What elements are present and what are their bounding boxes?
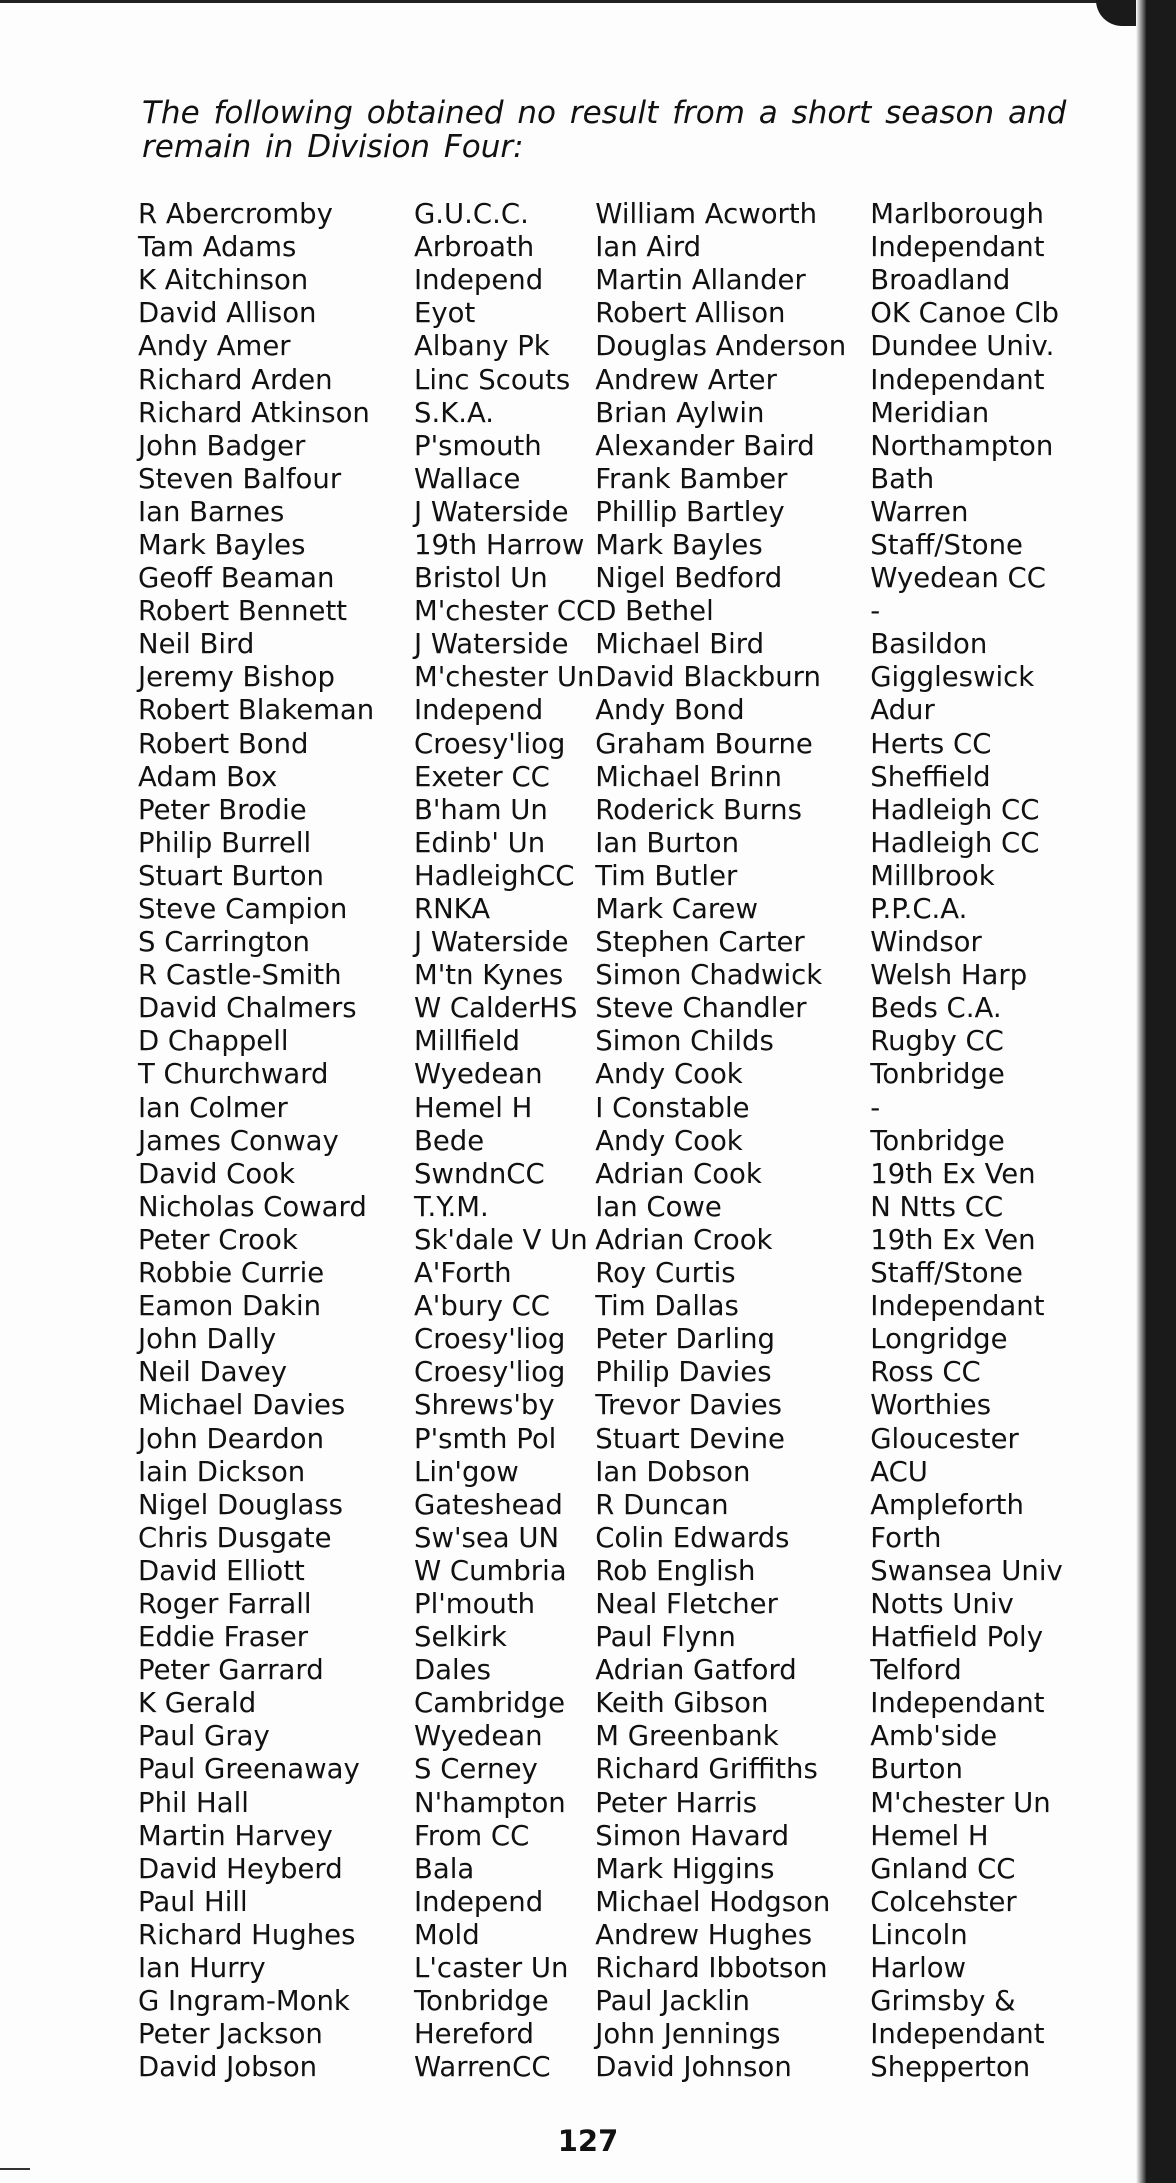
club-name-cell: HadleighCC	[414, 859, 575, 892]
club-name-cell: Tonbridge	[414, 1985, 549, 2018]
club-name-cell: Millfield	[414, 1025, 520, 1058]
paddler-name-2-cell: Tim Butler	[595, 859, 738, 892]
club-name-cell: Lin'gow	[414, 1455, 519, 1488]
paddler-name-cell: Martin Harvey	[138, 1819, 333, 1852]
club-name-2-cell: Broadland	[870, 264, 1011, 297]
club-name-2-cell: Swansea Univ	[870, 1554, 1063, 1587]
club-name-cell: Shrews'by	[414, 1389, 555, 1422]
club-name-cell: Bede	[414, 1124, 485, 1157]
paddler-name-cell: John Badger	[138, 429, 306, 462]
page-top-edge	[0, 0, 1176, 3]
paddler-name-cell: Phil Hall	[138, 1786, 249, 1819]
paddler-name-cell: Nicholas Coward	[138, 1190, 367, 1223]
club-name-cell: Dales	[414, 1654, 491, 1687]
paddler-name-2-cell: Brian Aylwin	[595, 396, 765, 429]
paddler-name-2-cell: Philip Davies	[595, 1356, 772, 1389]
paddler-name-cell: Ian Hurry	[138, 1952, 266, 1985]
club-name-2-cell: Warren	[870, 495, 969, 528]
club-name-cell: B'ham Un	[414, 793, 548, 826]
paddler-name-cell: D Chappell	[138, 1025, 289, 1058]
paddler-name-cell: Michael Davies	[138, 1389, 346, 1422]
club-name-cell: Pl'mouth	[414, 1587, 536, 1620]
club-name-cell: WarrenCC	[414, 2051, 551, 2084]
club-name-cell: A'bury CC	[414, 1290, 550, 1323]
paddler-name-2-cell: D Bethel	[595, 595, 714, 628]
club-name-cell: J Waterside	[414, 926, 569, 959]
table-row	[138, 297, 1080, 330]
club-name-cell: J Waterside	[414, 495, 569, 528]
table-row	[138, 628, 1080, 661]
paddler-name-cell: David Cook	[138, 1157, 295, 1190]
club-name-cell: Exeter CC	[414, 760, 550, 793]
club-name-cell: Independ	[414, 264, 544, 297]
paddler-name-2-cell: Nigel Bedford	[595, 562, 783, 595]
paddler-name-2-cell: William Acworth	[595, 198, 818, 231]
club-name-2-cell: Northampton	[870, 429, 1054, 462]
paddler-name-cell: Philip Burrell	[138, 826, 312, 859]
paddler-name-cell: Neil Bird	[138, 628, 255, 661]
paddler-name-cell: Eddie Fraser	[138, 1621, 309, 1654]
club-name-cell: J Waterside	[414, 628, 569, 661]
club-name-2-cell: Independant	[870, 1687, 1045, 1720]
paddler-name-cell: Ian Barnes	[138, 495, 285, 528]
page-number: 127	[557, 2124, 619, 2158]
paddler-name-cell: Iain Dickson	[138, 1455, 306, 1488]
paddler-name-cell: R Abercromby	[138, 198, 333, 231]
paddler-name-2-cell: Paul Flynn	[595, 1621, 736, 1654]
paddler-name-cell: John Dally	[138, 1323, 277, 1356]
paddler-name-2-cell: Stuart Devine	[595, 1422, 785, 1455]
club-name-cell: Eyot	[414, 297, 476, 330]
club-name-cell: T.Y.M.	[414, 1190, 489, 1223]
paddler-name-2-cell: Simon Chadwick	[595, 959, 823, 992]
paddler-name-cell: Roger Farrall	[138, 1587, 312, 1620]
paddler-name-2-cell: Keith Gibson	[595, 1687, 769, 1720]
table-row	[138, 1753, 1080, 1786]
table-row	[138, 1224, 1080, 1257]
club-name-2-cell: -	[870, 595, 881, 628]
club-name-2-cell: Sheffield	[870, 760, 991, 793]
paddler-name-2-cell: Richard Griffiths	[595, 1753, 818, 1786]
club-name-2-cell: 19th Ex Ven	[870, 1157, 1036, 1190]
club-name-cell: From CC	[414, 1819, 530, 1852]
table-row	[138, 330, 1080, 363]
table-row	[138, 264, 1080, 297]
club-name-cell: M'tn Kynes	[414, 959, 564, 992]
paddler-name-cell: David Chalmers	[138, 992, 357, 1025]
club-name-cell: Hereford	[414, 2018, 535, 2051]
table-row	[138, 860, 1080, 893]
club-name-cell: Wallace	[414, 462, 521, 495]
paddler-name-2-cell: Neal Fletcher	[595, 1587, 778, 1620]
table-row	[138, 1025, 1080, 1058]
paddler-name-2-cell: Andy Cook	[595, 1058, 743, 1091]
paddler-name-cell: Ian Colmer	[138, 1091, 288, 1124]
paddler-name-2-cell: Paul Jacklin	[595, 1985, 750, 2018]
paddler-name-cell: Robert Bond	[138, 727, 309, 760]
club-name-cell: RNKA	[414, 893, 491, 926]
paddler-name-cell: Paul Gray	[138, 1720, 270, 1753]
table-row	[138, 1058, 1080, 1091]
paddler-name-cell: K Gerald	[138, 1687, 257, 1720]
club-name-cell: Bala	[414, 1852, 475, 1885]
table-row	[138, 661, 1080, 694]
club-name-cell: Wyedean	[414, 1720, 543, 1753]
club-name-2-cell: Dundee Univ.	[870, 330, 1055, 363]
club-name-cell: W Cumbria	[414, 1554, 567, 1587]
paddler-name-2-cell: Martin Allander	[595, 264, 806, 297]
club-name-cell: S.K.A.	[414, 396, 495, 429]
club-name-2-cell: Shepperton	[870, 2051, 1031, 2084]
table-row	[138, 397, 1080, 430]
paddler-name-cell: G Ingram-Monk	[138, 1985, 350, 2018]
table-row	[138, 827, 1080, 860]
table-row	[138, 1687, 1080, 1720]
table-row	[138, 1158, 1080, 1191]
table-row	[138, 562, 1080, 595]
paddler-name-2-cell: Douglas Anderson	[595, 330, 847, 363]
paddler-name-cell: Richard Arden	[138, 363, 333, 396]
club-name-2-cell: Harlow	[870, 1952, 967, 1985]
club-name-cell: M'chester Un	[414, 661, 595, 694]
table-row	[138, 1952, 1080, 1985]
club-name-cell: Cambridge	[414, 1687, 566, 1720]
club-name-2-cell: Independant	[870, 1290, 1045, 1323]
paddler-name-2-cell: R Duncan	[595, 1488, 729, 1521]
table-row	[138, 1588, 1080, 1621]
table-row	[138, 794, 1080, 827]
club-name-2-cell: Gloucester	[870, 1422, 1019, 1455]
club-name-2-cell: Notts Univ	[870, 1587, 1014, 1620]
paddler-name-2-cell: Rob English	[595, 1554, 756, 1587]
club-name-cell: Sk'dale V Un	[414, 1223, 588, 1256]
table-row	[138, 363, 1080, 396]
club-name-2-cell: M'chester Un	[870, 1786, 1051, 1819]
club-name-2-cell: Herts CC	[870, 727, 992, 760]
table-row	[138, 198, 1080, 231]
club-name-cell: Mold	[414, 1918, 480, 1951]
paddler-name-cell: Jeremy Bishop	[138, 661, 335, 694]
paddler-name-cell: Steven Balfour	[138, 462, 342, 495]
club-name-2-cell: Longridge	[870, 1323, 1008, 1356]
paddler-name-2-cell: Simon Childs	[595, 1025, 774, 1058]
paddler-name-2-cell: Ian Aird	[595, 231, 702, 264]
club-name-2-cell: Basildon	[870, 628, 988, 661]
paddler-name-2-cell: Michael Brinn	[595, 760, 782, 793]
club-name-cell: Linc Scouts	[414, 363, 571, 396]
table-row	[138, 1092, 1080, 1125]
paddler-name-cell: Peter Jackson	[138, 2018, 323, 2051]
club-name-2-cell: Forth	[870, 1521, 942, 1554]
club-name-cell: Sw'sea UN	[414, 1521, 560, 1554]
table-row	[138, 1323, 1080, 1356]
paddler-name-cell: Geoff Beaman	[138, 562, 335, 595]
club-name-cell: 19th Harrow	[414, 528, 585, 561]
table-row	[138, 926, 1080, 959]
table-row	[138, 1820, 1080, 1853]
paddler-name-2-cell: M Greenbank	[595, 1720, 779, 1753]
club-name-cell: L'caster Un	[414, 1952, 569, 1985]
table-row	[138, 1787, 1080, 1820]
table-row	[138, 430, 1080, 463]
paddler-name-cell: Chris Dusgate	[138, 1521, 332, 1554]
club-name-2-cell: Staff/Stone	[870, 528, 1023, 561]
paddler-name-cell: Mark Bayles	[138, 528, 306, 561]
paddler-name-cell: David Heyberd	[138, 1852, 343, 1885]
paddler-name-2-cell: Mark Bayles	[595, 528, 763, 561]
club-name-cell: Selkirk	[414, 1621, 507, 1654]
table-row	[138, 959, 1080, 992]
club-name-cell: A'Forth	[414, 1257, 512, 1290]
division-four-roster-table	[138, 198, 1080, 2084]
club-name-cell: Wyedean	[414, 1058, 543, 1091]
paddler-name-2-cell: Mark Higgins	[595, 1852, 775, 1885]
paddler-name-cell: Eamon Dakin	[138, 1290, 322, 1323]
paddler-name-cell: Robert Bennett	[138, 595, 348, 628]
table-row	[138, 1555, 1080, 1588]
club-name-2-cell: OK Canoe Clb	[870, 297, 1059, 330]
paddler-name-2-cell: Phillip Bartley	[595, 495, 785, 528]
paddler-name-cell: James Conway	[138, 1124, 339, 1157]
paddler-name-2-cell: Ian Burton	[595, 826, 740, 859]
table-row	[138, 1456, 1080, 1489]
table-row	[138, 2051, 1080, 2084]
table-row	[138, 1125, 1080, 1158]
club-name-2-cell: P.P.C.A.	[870, 893, 968, 926]
paddler-name-cell: Andy Amer	[138, 330, 291, 363]
club-name-cell: Croesy'liog	[414, 1356, 566, 1389]
club-name-2-cell: Hadleigh CC	[870, 826, 1040, 859]
club-name-cell: G.U.C.C.	[414, 198, 529, 231]
paddler-name-2-cell: Andy Cook	[595, 1124, 743, 1157]
paddler-name-2-cell: Tim Dallas	[595, 1290, 739, 1323]
paddler-name-cell: Neil Davey	[138, 1356, 288, 1389]
club-name-2-cell: Millbrook	[870, 859, 995, 892]
paddler-name-cell: John Deardon	[138, 1422, 325, 1455]
club-name-2-cell: Hemel H	[870, 1819, 989, 1852]
table-row	[138, 1522, 1080, 1555]
paddler-name-2-cell: Adrian Cook	[595, 1157, 762, 1190]
table-row	[138, 992, 1080, 1025]
paddler-name-cell: Adam Box	[138, 760, 278, 793]
paddler-name-cell: Paul Hill	[138, 1885, 248, 1918]
table-row	[138, 1356, 1080, 1389]
table-row	[138, 496, 1080, 529]
paddler-name-2-cell: I Constable	[595, 1091, 750, 1124]
club-name-2-cell: Tonbridge	[870, 1058, 1005, 1091]
paddler-name-2-cell: Stephen Carter	[595, 926, 805, 959]
paddler-name-2-cell: Roy Curtis	[595, 1257, 736, 1290]
paddler-name-cell: Nigel Douglass	[138, 1488, 344, 1521]
paddler-name-cell: David Allison	[138, 297, 317, 330]
club-name-2-cell: -	[870, 1091, 881, 1124]
club-name-cell: P'smouth	[414, 429, 542, 462]
paddler-name-cell: Paul Greenaway	[138, 1753, 360, 1786]
table-row	[138, 761, 1080, 794]
table-row	[138, 463, 1080, 496]
club-name-cell: M'chester CC	[414, 595, 596, 628]
club-name-cell: Bristol Un	[414, 562, 548, 595]
club-name-2-cell: Welsh Harp	[870, 959, 1028, 992]
paddler-name-2-cell: Alexander Baird	[595, 429, 815, 462]
table-row	[138, 2018, 1080, 2051]
club-name-cell: Edinb' Un	[414, 826, 546, 859]
table-row	[138, 1191, 1080, 1224]
table-row	[138, 1290, 1080, 1323]
table-row	[138, 893, 1080, 926]
paddler-name-2-cell: Andy Bond	[595, 694, 745, 727]
paddler-name-2-cell: Andrew Hughes	[595, 1918, 813, 1951]
club-name-2-cell: Hatfield Poly	[870, 1621, 1043, 1654]
paddler-name-2-cell: Mark Carew	[595, 893, 758, 926]
paddler-name-2-cell: Andrew Arter	[595, 363, 777, 396]
club-name-cell: Independ	[414, 1885, 544, 1918]
intro-text: The following obtained no result from a short season and remain in Division Four:	[142, 95, 1067, 165]
paddler-name-2-cell: Michael Bird	[595, 628, 765, 661]
table-row	[138, 1853, 1080, 1886]
club-name-2-cell: Bath	[870, 462, 935, 495]
table-row	[138, 1389, 1080, 1422]
club-name-2-cell: Independant	[870, 363, 1045, 396]
club-name-2-cell: Amb'side	[870, 1720, 998, 1753]
paddler-name-2-cell: Steve Chandler	[595, 992, 807, 1025]
paddler-name-cell: Peter Garrard	[138, 1654, 324, 1687]
club-name-cell: Albany Pk	[414, 330, 550, 363]
paddler-name-2-cell: David Johnson	[595, 2051, 792, 2084]
paddler-name-cell: Steve Campion	[138, 893, 348, 926]
table-row	[138, 1489, 1080, 1522]
paddler-name-2-cell: Peter Darling	[595, 1323, 776, 1356]
roster-body	[138, 198, 1080, 2084]
club-name-cell: Hemel H	[414, 1091, 533, 1124]
club-name-2-cell: N Ntts CC	[870, 1190, 1004, 1223]
club-name-cell: S Cerney	[414, 1753, 538, 1786]
club-name-2-cell: Colcehster	[870, 1885, 1017, 1918]
club-name-2-cell: Telford	[870, 1654, 962, 1687]
club-name-cell: W CalderHS	[414, 992, 578, 1025]
paddler-name-cell: Peter Crook	[138, 1223, 298, 1256]
paddler-name-2-cell: Robert Allison	[595, 297, 786, 330]
table-row	[138, 231, 1080, 264]
paddler-name-2-cell: Trevor Davies	[595, 1389, 782, 1422]
club-name-cell: Independ	[414, 694, 544, 727]
paddler-name-cell: R Castle-Smith	[138, 959, 342, 992]
paddler-name-2-cell: Adrian Crook	[595, 1223, 773, 1256]
club-name-2-cell: Hadleigh CC	[870, 793, 1040, 826]
club-name-2-cell: Beds C.A.	[870, 992, 1002, 1025]
club-name-2-cell: Giggleswick	[870, 661, 1035, 694]
paddler-name-cell: K Aitchinson	[138, 264, 309, 297]
club-name-2-cell: Ampleforth	[870, 1488, 1024, 1521]
club-name-2-cell: Adur	[870, 694, 935, 727]
paddler-name-cell: David Elliott	[138, 1554, 305, 1587]
paddler-name-cell: Richard Atkinson	[138, 396, 370, 429]
club-name-2-cell: Marlborough	[870, 198, 1044, 231]
table-row	[138, 694, 1080, 727]
club-name-2-cell: Grimsby &	[870, 1985, 1016, 2018]
paddler-name-2-cell: Ian Cowe	[595, 1190, 722, 1223]
club-name-2-cell: Lincoln	[870, 1918, 968, 1951]
table-row	[138, 1886, 1080, 1919]
club-name-2-cell: Wyedean CC	[870, 562, 1046, 595]
paddler-name-2-cell: Peter Harris	[595, 1786, 758, 1819]
paddler-name-2-cell: Frank Bamber	[595, 462, 788, 495]
table-row	[138, 595, 1080, 628]
paddler-name-cell: S Carrington	[138, 926, 310, 959]
paddler-name-cell: Robert Blakeman	[138, 694, 375, 727]
paddler-name-2-cell: Roderick Burns	[595, 793, 802, 826]
table-row	[138, 1422, 1080, 1455]
club-name-cell: P'smth Pol	[414, 1422, 557, 1455]
club-name-2-cell: Gnland CC	[870, 1852, 1016, 1885]
club-name-2-cell: Windsor	[870, 926, 982, 959]
paddler-name-cell: T Churchward	[138, 1058, 329, 1091]
paddler-name-cell: Robbie Currie	[138, 1257, 325, 1290]
club-name-cell: Arbroath	[414, 231, 535, 264]
club-name-2-cell: Burton	[870, 1753, 963, 1786]
club-name-2-cell: Worthies	[870, 1389, 992, 1422]
table-row	[138, 529, 1080, 562]
paddler-name-cell: Tam Adams	[138, 231, 297, 264]
table-row	[138, 1720, 1080, 1753]
table-row	[138, 1257, 1080, 1290]
club-name-cell: Gateshead	[414, 1488, 563, 1521]
paddler-name-2-cell: Colin Edwards	[595, 1521, 790, 1554]
club-name-cell: Croesy'liog	[414, 727, 566, 760]
paddler-name-2-cell: Adrian Gatford	[595, 1654, 797, 1687]
table-row	[138, 1654, 1080, 1687]
club-name-2-cell: ACU	[870, 1455, 928, 1488]
table-row	[138, 1621, 1080, 1654]
club-name-2-cell: Meridian	[870, 396, 990, 429]
paddler-name-2-cell: Graham Bourne	[595, 727, 813, 760]
table-row	[138, 1985, 1080, 2018]
club-name-2-cell: 19th Ex Ven	[870, 1223, 1036, 1256]
page-right-edge-shadow	[1142, 0, 1176, 2183]
paddler-name-cell: Stuart Burton	[138, 859, 324, 892]
club-name-cell: N'hampton	[414, 1786, 566, 1819]
paddler-name-cell: Richard Hughes	[138, 1918, 356, 1951]
club-name-2-cell: Tonbridge	[870, 1124, 1005, 1157]
paddler-name-cell: Peter Brodie	[138, 793, 307, 826]
paddler-name-2-cell: Simon Havard	[595, 1819, 790, 1852]
corner-mark	[0, 2168, 30, 2170]
club-name-2-cell: Independant	[870, 231, 1045, 264]
club-name-2-cell: Rugby CC	[870, 1025, 1004, 1058]
club-name-cell: Croesy'liog	[414, 1323, 566, 1356]
paddler-name-2-cell: John Jennings	[595, 2018, 781, 2051]
table-row	[138, 1919, 1080, 1952]
paddler-name-cell: David Jobson	[138, 2051, 318, 2084]
paddler-name-2-cell: Richard Ibbotson	[595, 1952, 828, 1985]
club-name-2-cell: Staff/Stone	[870, 1257, 1023, 1290]
club-name-2-cell: Independant	[870, 2018, 1045, 2051]
club-name-cell: SwndnCC	[414, 1157, 545, 1190]
table-row	[138, 728, 1080, 761]
paddler-name-2-cell: Michael Hodgson	[595, 1885, 831, 1918]
paddler-name-2-cell: David Blackburn	[595, 661, 821, 694]
club-name-2-cell: Ross CC	[870, 1356, 981, 1389]
paddler-name-2-cell: Ian Dobson	[595, 1455, 751, 1488]
